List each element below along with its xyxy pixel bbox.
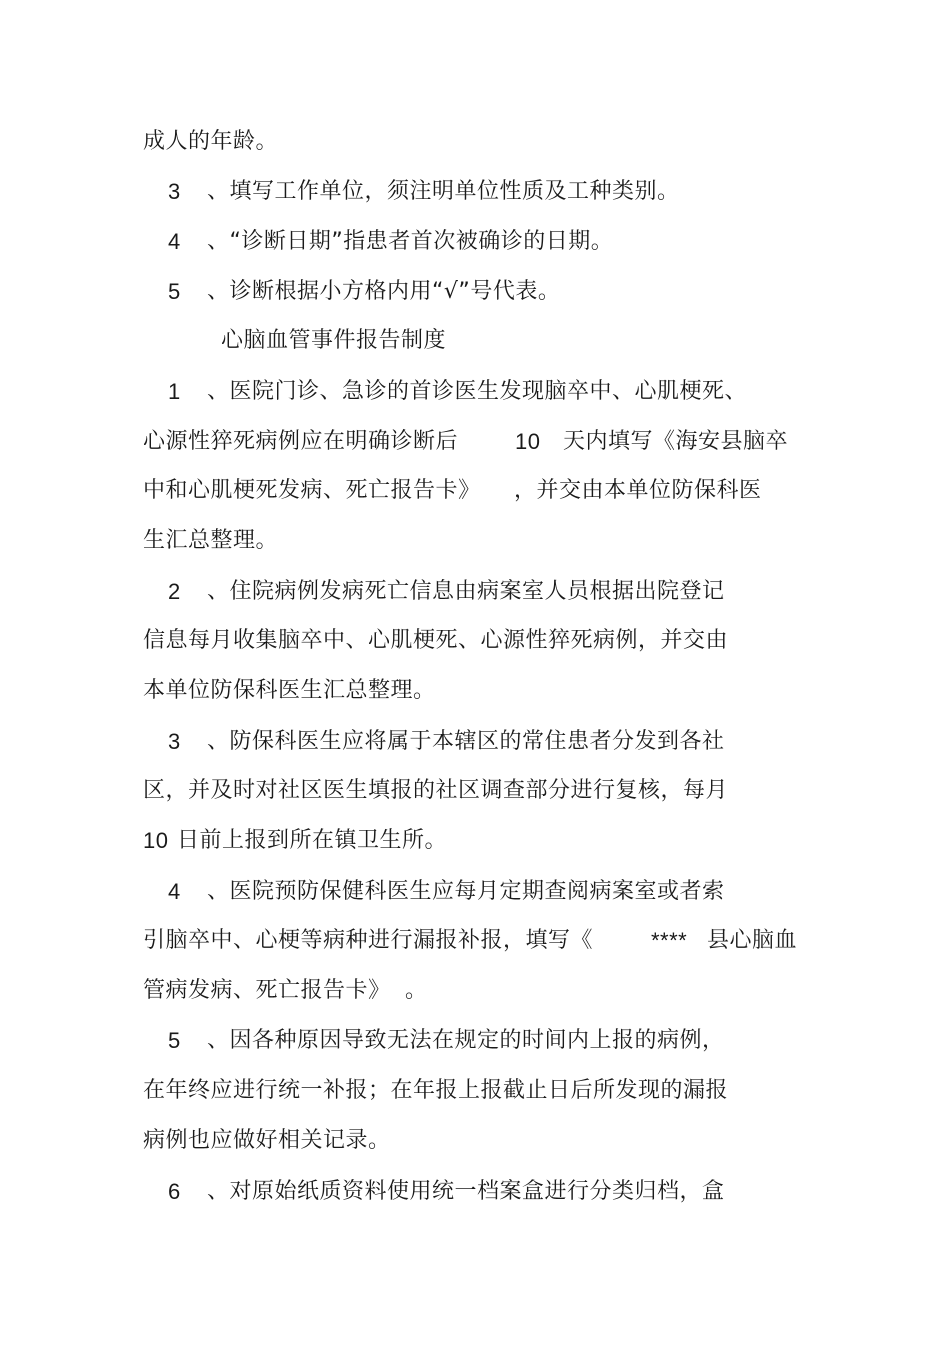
text-segment: 、对原始纸质资料使用统一档案盒进行分类归档，盒 [207,1179,725,1204]
list-number: 4 [168,229,181,254]
text-segment: 、医院门诊、急诊的首诊医生发现脑卒中、心肌梗死、 [207,379,748,404]
text-segment: 生汇总整理。 [143,528,279,553]
text-segment: 中和心肌梗死发病、死亡报告卡》 [143,478,481,503]
text-segment: 区，并及时对社区医生填报的社区调查部分进行复核，每月 [143,778,729,803]
list-number: 2 [168,579,181,604]
text-segment: 、住院病例发病死亡信息由病案室人员根据出院登记 [207,579,725,604]
text-segment: 心源性猝死病例应在明确诊断后 [143,429,459,454]
text-segment: 。 [405,978,428,1003]
number-segment: 10 [515,429,541,454]
list-number: 1 [168,379,181,404]
text-segment: ，并交由本单位防保科医 [514,478,762,503]
text-segment: 、“诊断日期”指患者首次被确诊的日期。 [207,229,614,254]
text-segment: 成人的年龄。 [143,129,279,154]
list-number: 3 [168,179,181,204]
text-segment: 管病发病、死亡报告卡》 [143,978,391,1003]
text-segment: 引脑卒中、心梗等病种进行漏报补报，填写《 [143,928,594,953]
list-number: 4 [168,879,181,904]
text-segment: 信息每月收集脑卒中、心肌梗死、心源性猝死病例，并交由 [143,628,729,653]
number-segment: 10 [143,828,169,853]
list-number: 3 [168,729,181,754]
text-segment: 本单位防保科医生汇总整理。 [143,678,436,703]
list-item-line [143,1177,843,1297]
text-segment: 县心脑血 [707,928,798,953]
list-number: 5 [168,279,181,304]
text-segment: 在年终应进行统一补报；在年报上报截止日后所发现的漏报 [143,1078,729,1103]
number-segment: **** [651,928,688,953]
text-segment: 、填写工作单位，须注明单位性质及工种类别。 [207,179,680,204]
text-segment: 天内填写《海安县脑卒 [563,429,789,454]
section-title-text: 心脑血管事件报告制度 [221,328,447,353]
list-number: 5 [168,1028,181,1053]
text-segment: 、防保科医生应将属于本辖区的常住患者分发到各社 [207,729,725,754]
text-segment: 日前上报到所在镇卫生所。 [177,828,448,853]
list-number: 6 [168,1179,181,1204]
text-segment: 、诊断根据小方格内用“√”号代表。 [207,279,561,304]
text-segment: 病例也应做好相关记录。 [143,1128,391,1153]
text-segment: 、医院预防保健科医生应每月定期查阅病案室或者索 [207,879,725,904]
text-segment: 、因各种原因导致无法在规定的时间内上报的病例， [207,1028,725,1053]
